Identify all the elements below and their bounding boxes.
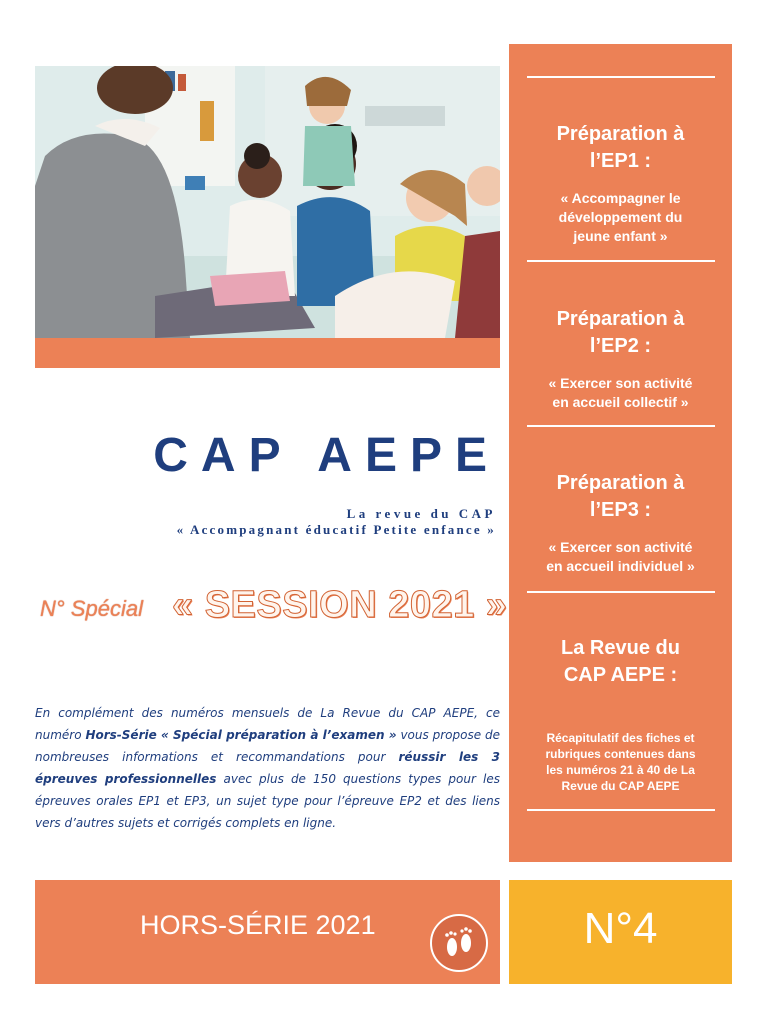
classroom-photo-illustration (35, 66, 500, 338)
revue-heading-1: La Revue du (561, 637, 680, 659)
ep2-heading-2: l’EP2 : (589, 335, 652, 357)
special-label: N° Spécial (40, 596, 143, 621)
intro-bold-2: réussir les 3 épreuves professionnelles (35, 750, 500, 786)
revue-heading-2: CAP AEPE : (563, 664, 678, 686)
photo-band (35, 338, 500, 368)
revue-text-2: rubriques contenues dans (545, 747, 696, 761)
revue-line: La revue du CAP (346, 506, 496, 521)
revue-text-1: Récapitulatif des fiches et (546, 731, 695, 745)
issue-number-box (509, 880, 732, 984)
ep2-text-2: en accueil collectif » (552, 394, 689, 410)
baby-feet-icon (430, 914, 488, 972)
intro-text-3: avec plus de 150 questions types pour les épreuves orales EP1 et EP3, un sujet type pour l’épreuve EP2 et des liens vers d’autres sujets et corrigés complets en ligne. (35, 772, 500, 830)
session-label: « SESSION 2021 » (172, 584, 508, 626)
baby-feet-icon-graphic (432, 916, 486, 970)
sidebar-divider (527, 425, 715, 427)
hors-serie-label: HORS-SÉRIE 2021 (140, 910, 376, 940)
ep1-heading-2: l’EP1 : (589, 150, 652, 172)
ep1-text-1: « Accompagner le (560, 190, 681, 206)
revue-text-3: les numéros 21 à 40 de La (546, 763, 695, 777)
sidebar-divider (527, 260, 715, 262)
revue-subtitle: « Accompagnant éducatif Petite enfance » (176, 522, 496, 537)
intro-text-2: vous propose de nombreuses informations et recommandations pour (35, 728, 501, 764)
ep3-heading-1: Préparation à (556, 472, 685, 494)
ep2-heading-1: Préparation à (556, 308, 685, 330)
ep3-text-1: « Exercer son activité (548, 539, 693, 555)
hors-serie-banner (35, 880, 500, 984)
intro-paragraph (35, 702, 500, 834)
ep1-text-2: développement du (558, 209, 683, 225)
revue-text-4: Revue du CAP AEPE (561, 779, 680, 793)
cover-photo (35, 66, 500, 338)
intro-bold-1: Hors-Série « Spécial préparation à l’examen » (85, 728, 397, 742)
issue-number: N°4 (583, 904, 658, 953)
ep1-text-3: jeune enfant » (573, 228, 668, 244)
ep3-text-2: en accueil individuel » (546, 558, 695, 574)
ep1-heading-1: Préparation à (556, 123, 685, 145)
ep2-text-1: « Exercer son activité (548, 375, 693, 391)
intro-text-1: En complément des numéros mensuels de La Revue du CAP AEPE, ce numéro (35, 706, 500, 742)
sidebar-divider (527, 591, 715, 593)
ep3-heading-2: l’EP3 : (589, 499, 652, 521)
cover-title: CAP AEPE (153, 429, 500, 482)
sidebar-panel (509, 44, 732, 862)
sidebar-divider (527, 809, 715, 811)
sidebar-divider (527, 76, 715, 78)
